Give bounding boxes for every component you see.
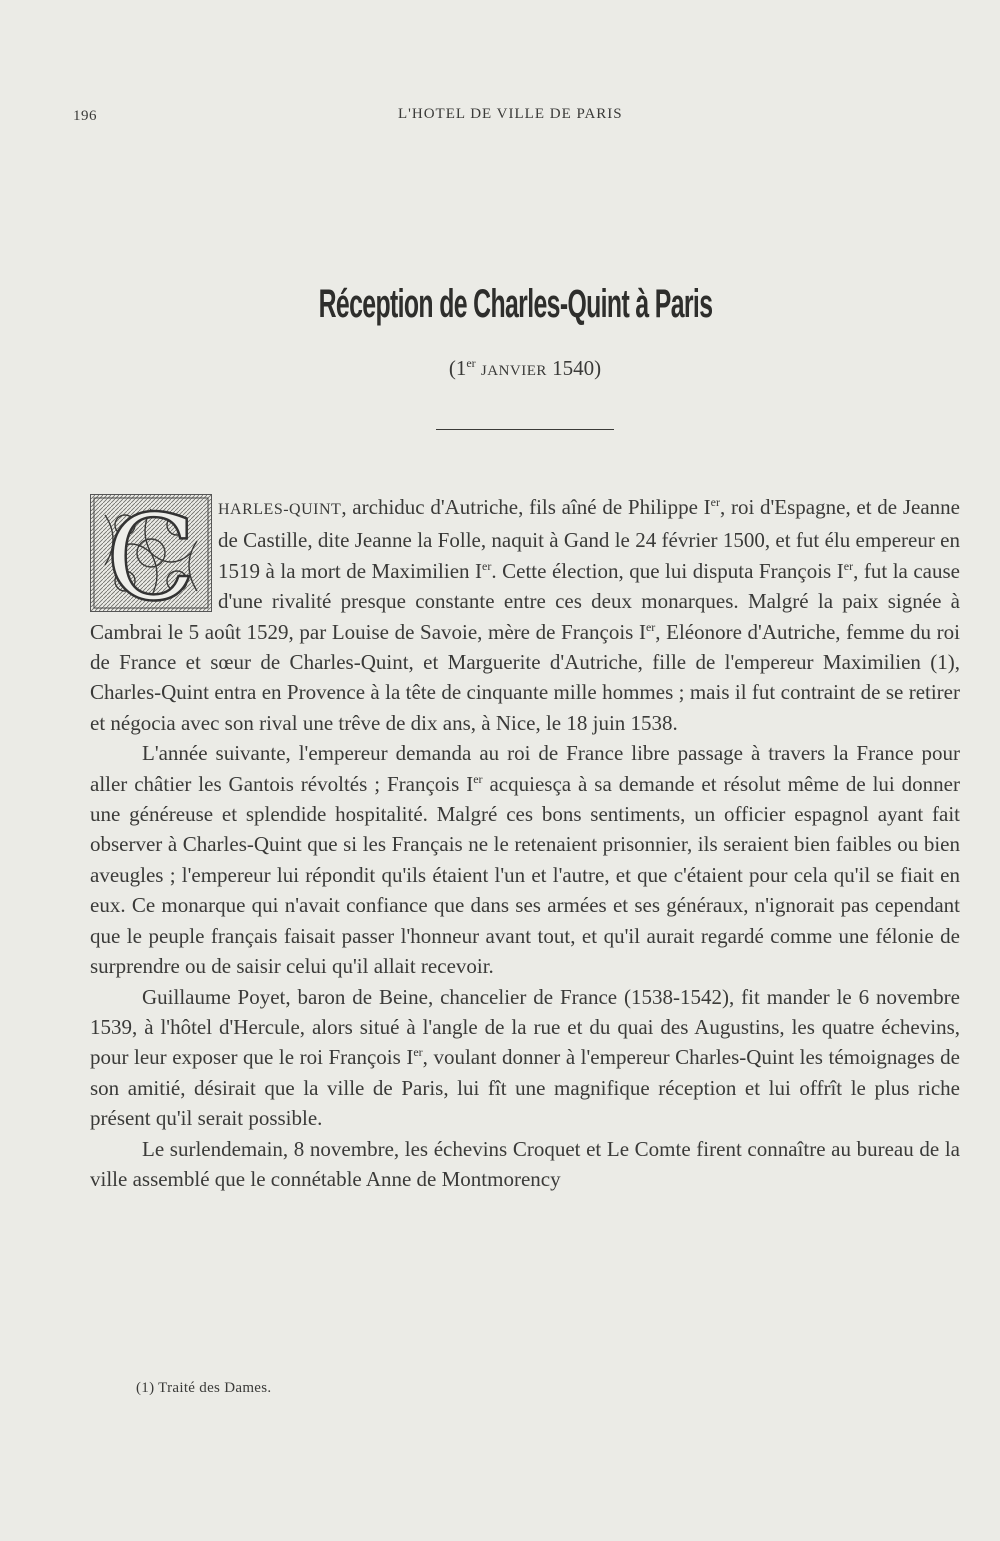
drop-cap-ornament (91, 495, 211, 611)
paragraph-2 (90, 738, 960, 981)
p2-text-a: L'année suivante, l'empereur demanda au roi de France libre passage à travers la France pour aller châtier les Gantois révoltés ; François I (90, 741, 960, 796)
chapter-date-month: JANVIER (480, 363, 547, 379)
chapter-date-open: (1 (448, 356, 467, 380)
p4-text: Le surlendemain, 8 novembre, les échevins Croquet et Le Comte firent connaître au bureau de la ville assemblé que le connétable Anne de Montmorency (90, 1136, 960, 1191)
running-head-title: L'HOTEL DE VILLE DE PARIS (398, 106, 623, 122)
chapter-date (0, 356, 1000, 381)
footnote: (1) Traité des Dames. (136, 1380, 272, 1396)
p3-text-b: , voulant donner à l'empereur Charles-Quint les témoignages de son amitié, désirait que la ville de Paris, lui fît une magnifique réception et lui offrît le plus riche présent qu'il serait possible. (90, 1045, 960, 1131)
p1-text-e: , Eléonore d'Autriche, femme du roi de France et sœur de Charles-Quint, et Marguerite d'Autriche, fille de l'empereur Maximilien (1), Charles-Quint entra en Provence à la tête de cinquante mille hommes ; mais il fut contraint de se retirer et négocia avec son rival une trêve de dix ans, à Nice, le 18 juin 1538. (90, 619, 960, 735)
body-text (90, 492, 960, 1194)
chapter-title: Réception de Charles-Quint à Paris (318, 282, 713, 326)
p1-text-a: , archiduc d'Autriche, fils aîné de Philippe I (341, 495, 711, 519)
sup-er: er (413, 1045, 423, 1060)
chapter-date-year: 1540) (552, 356, 602, 380)
p3-text-a: Guillaume Poyet, baron de Beine, chancelier de France (1538-1542), fit mander le 6 novembre 1539, à l'hôtel d'Hercule, alors situé à l'angle de la rue et du quai des Augustins, les quatre échevins, pour leur exposer que le roi François I (90, 984, 960, 1070)
running-head (0, 104, 1000, 128)
drop-cap-letter: C (105, 495, 197, 611)
first-word-small-caps: HARLES-QUINT (218, 501, 342, 518)
p1-text-d: , fut la cause d'une rivalité presque constante entre ces deux monarques. Malgré la paix signée à Cambrai le 5 août 1529, par Louise de Savoie, mère de François I (90, 558, 960, 644)
ornamental-drop-cap (90, 494, 212, 612)
sup-er: er (473, 771, 483, 786)
p1-text-b: , roi d'Espagne, et de Jeanne de Castille, dite Jeanne la Folle, naquit à Gand le 24 février 1500, et fut élu empereur en 1519 à la mort de Maximilien I (218, 495, 960, 583)
sup-er: er (645, 619, 656, 634)
p1-text-c: . Cette élection, que lui disputa François I (491, 558, 844, 583)
paragraph-3 (90, 982, 960, 1134)
sup-er: er (710, 495, 720, 509)
title-rule (436, 429, 614, 430)
sup-er: er (843, 558, 854, 573)
chapter-date-sup: er (466, 356, 476, 370)
p2-text-b: acquiesça à sa demande et résolut même de lui donner une généreuse et splendide hospitalité. Malgré ces bons sentiments, un officier espagnol ayant fait observer à Charles-Quint que si les Français ne le retenaient prisonnier, ils seraient bien faibles ou bien aveugles ; l'empereur lui répondit qu'ils étaient l'un et l'autre, et que c'étaient pour cela qu'il se fiait en eux. Ce monarque qui n'avait confiance que dans ses armées et ses généraux, n'ignorait pas cependant que le peuple français faisait passer l'honneur avant tout, et qu'il aurait regardé comme une félonie de surprendre ou de saisir celui qu'il allait recevoir. (90, 771, 960, 979)
paragraph-4 (90, 1134, 960, 1195)
paragraph-1 (90, 492, 960, 738)
sup-er: er (482, 558, 492, 573)
page-number: 196 (73, 108, 97, 124)
